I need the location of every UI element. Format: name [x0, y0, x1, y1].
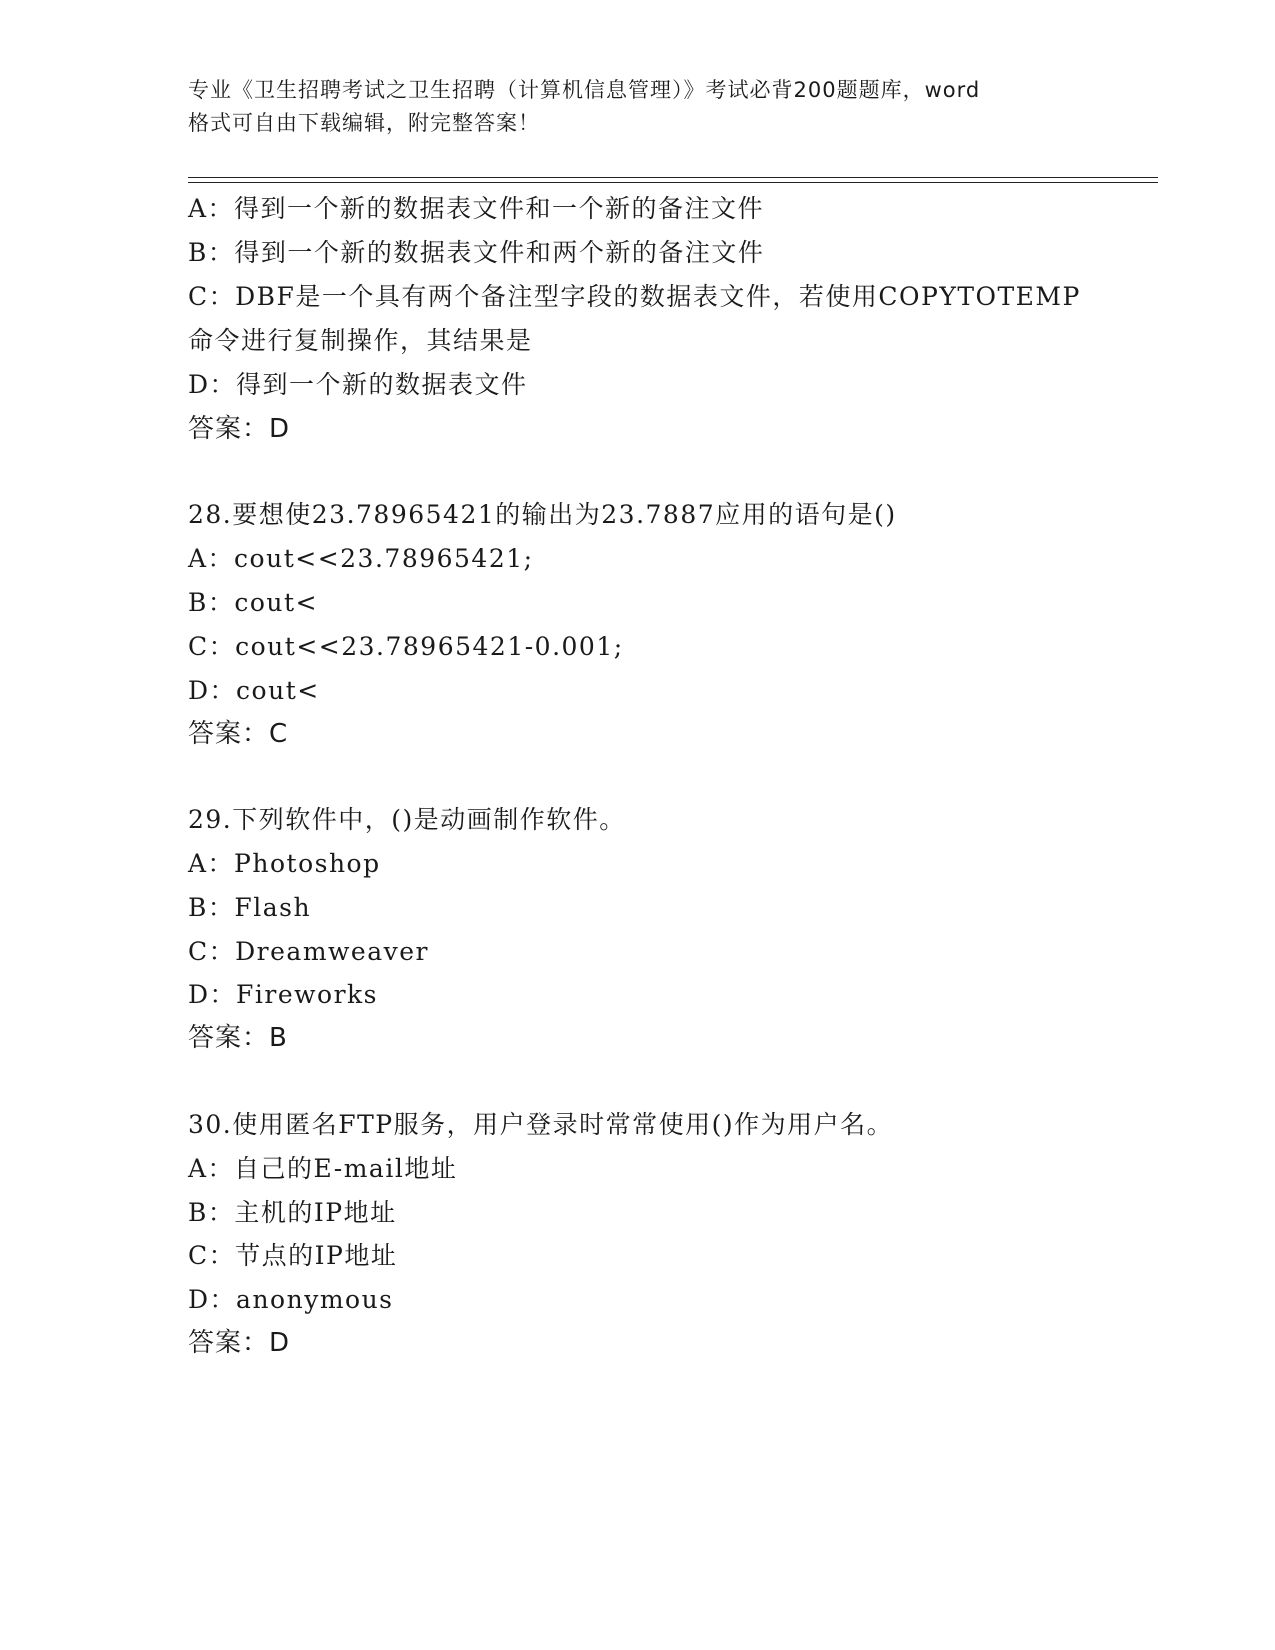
answer: 答案：D [188, 414, 291, 444]
option-a: A：cout<<23.78965421; [188, 544, 534, 573]
question-text: 30.使用匿名FTP服务，用户登录时常常使用()作为用户名。 [188, 1110, 894, 1139]
header-line-2: 格式可自由下载编辑，附完整答案！ [188, 111, 540, 135]
option-b: B：得到一个新的数据表文件和两个新的备注文件 [188, 238, 765, 267]
header-rule-bottom [188, 182, 1158, 183]
option-b: B：Flash [188, 893, 312, 922]
option-a: A：自己的E-mail地址 [188, 1154, 458, 1183]
option-c: C：节点的IP地址 [188, 1241, 398, 1270]
option-d: D：cout< [188, 676, 320, 705]
question-text: 28.要想使23.78965421的输出为23.7887应用的语句是() [188, 500, 897, 529]
option-c: C：cout<<23.78965421-0.001; [188, 632, 624, 661]
option-d: D：anonymous [188, 1285, 394, 1314]
question-text: 29.下列软件中，()是动画制作软件。 [188, 805, 626, 834]
answer: 答案：D [188, 1328, 291, 1358]
option-c: C：DBF是一个具有两个备注型字段的数据表文件，若使用COPYTOTEMP [188, 282, 1081, 311]
option-a: A：Photoshop [188, 849, 381, 878]
header-line-1: 专业《卫生招聘考试之卫生招聘（计算机信息管理）》考试必背200题题库，word [188, 78, 981, 102]
option-c: C：Dreamweaver [188, 937, 429, 966]
option-c-continued: 命令进行复制操作，其结果是 [188, 326, 533, 355]
option-b: B：主机的IP地址 [188, 1198, 397, 1227]
option-b: B：cout< [188, 588, 319, 617]
answer: 答案：B [188, 1023, 288, 1053]
header-rule-top [188, 177, 1158, 178]
option-d: D：Fireworks [188, 980, 379, 1009]
option-a: A：得到一个新的数据表文件和一个新的备注文件 [188, 194, 765, 223]
document-header [188, 74, 1088, 140]
answer: 答案：C [188, 719, 289, 749]
option-d: D：得到一个新的数据表文件 [188, 370, 528, 399]
